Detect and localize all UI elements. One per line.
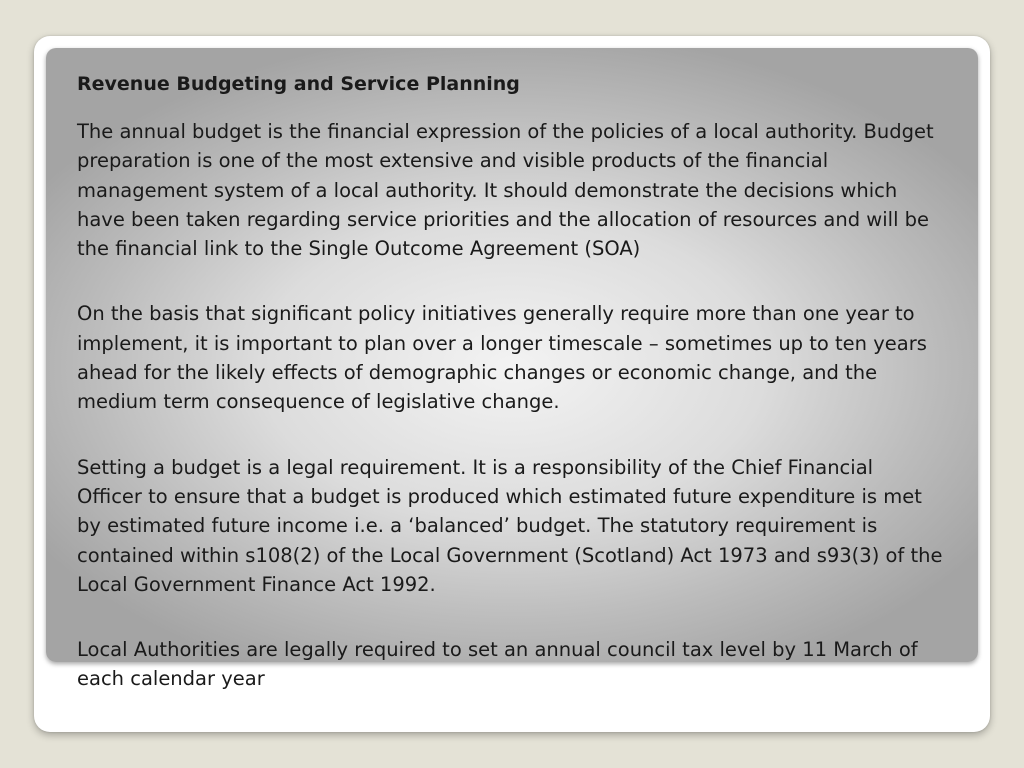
slide-title: Revenue Budgeting and Service Planning xyxy=(77,73,520,95)
paragraph-budget-definition: The annual budget is the financial expression of the policies of a local authority. Budget preparation is one of the most extensive and visible products of the financial management system of a local authority. It should demonstrate the decisions which have been taken regarding service priorities and the allocation of resources and will be the financial link to the Single Outcome Agreement (SOA) xyxy=(77,120,934,261)
paragraph-council-tax-deadline: Local Authorities are legally required to set an annual council tax level by 11 March of each calendar year xyxy=(77,638,918,691)
slide-content xyxy=(77,70,967,730)
paragraph-long-term-planning: On the basis that significant policy initiatives generally require more than one year to implement, it is important to plan over a longer timescale – sometimes up to ten years ahead for the likely effects of demographic changes or economic change, and the medium term consequence of legislative change. xyxy=(77,302,927,414)
paragraph-legal-requirement: Setting a budget is a legal requirement. It is a responsibility of the Chief Financial Officer to ensure that a budget is produced which estimated future expenditure is met by estimated future income i.e. a ‘balanced’ budget. The statutory requirement is contained within s108(2) of the Local Government (Scotland) Act 1973 and s93(3) of the Local Government Finance Act 1992. xyxy=(77,455,943,596)
